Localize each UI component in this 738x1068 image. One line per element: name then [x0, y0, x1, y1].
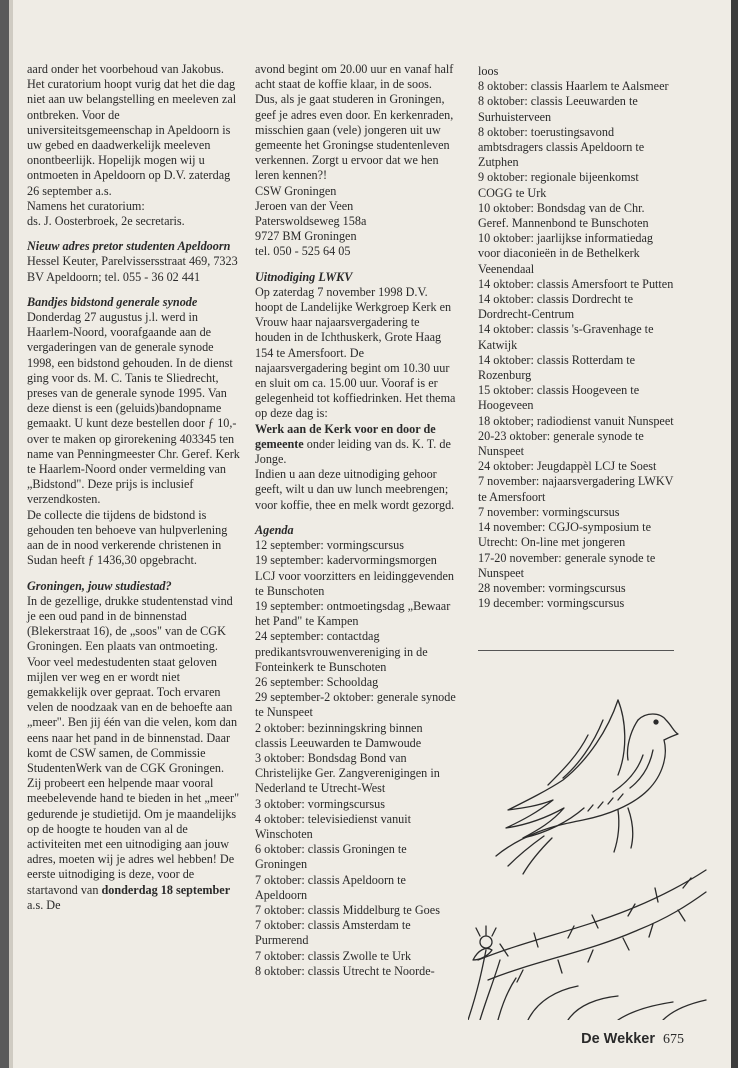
- agenda-item: 7 november: najaarsvergadering LWKV te Amersfoort: [478, 474, 674, 504]
- agenda-item: 7 november: vormingscursus: [478, 504, 620, 519]
- address-line: Paterswoldseweg 158a: [255, 214, 367, 229]
- agenda-item: 19 september: ontmoetingsdag „Bewaar het Pand" te Kampen: [255, 598, 451, 629]
- agenda-item: 15 oktober: classis Hoogeveen te Hoogeveen: [478, 383, 640, 413]
- paragraph: De collecte die tijdens de bidstond is gehouden ten behoeve van hulpverlening aan de in nood verkerende christenen in Sudan heeft ƒ 1436,30 opgebracht.: [27, 507, 228, 568]
- agenda-item: loos: [478, 64, 499, 78]
- agenda-item: 14 oktober: classis Rotterdam te Rozenburg: [478, 352, 636, 383]
- page-footer: [581, 1031, 684, 1048]
- address-line: Jeroen van der Veen: [255, 198, 354, 213]
- agenda-item: 14 oktober: classis Amersfoort te Putten: [478, 276, 674, 291]
- agenda-item: 24 september: contactdag predikantsvrouwenvereniging in de Fonteinkerk te Bunschoten: [255, 629, 428, 674]
- agenda-item: 28 november: vormingscursus: [478, 580, 626, 595]
- agenda-item: 4 oktober: televisiedienst vanuit Winschoten: [255, 811, 412, 841]
- paragraph: [27, 594, 241, 913]
- agenda-item: 8 oktober: classis Leeuwarden te Surhuisterveen: [478, 94, 638, 124]
- agenda-item: 14 oktober: classis Dordrecht te Dordrecht-Centrum: [478, 292, 634, 322]
- bold-theme: Werk aan de Kerk voor en door de gemeente: [255, 421, 436, 451]
- paragraph: aard onder het voorbehoud van Jakobus.: [27, 62, 224, 76]
- paragraph: Donderdag 27 augustus j.l. werd in Haarlem-Noord, voorafgaande aan de vergaderingen van de generale synode 1998, een bidstond gehouden. In de dienst ging voor ds. M. C. Tanis te Sliedrecht, preses van de generale synode 1995. Van deze dienst is een (geluids)bandopname gemaakt. U kunt deze bestellen door ƒ 10,- over te maken op girorekening 403345 ten name van Penningmeester Chr. Geref. Kerk te Haarlem-Noord onder vermelding van „Bidstond". Deze prijs is inclusief verzendkosten.: [27, 310, 240, 507]
- paragraph: Namens het curatorium:: [27, 198, 145, 213]
- paragraph: Hessel Keuter, Parelvissersstraat 469, 7323 BV Apeldoorn; tel. 055 - 36 02 441: [27, 254, 238, 284]
- agenda-item: 6 oktober: classis Groningen te Groningen: [255, 842, 407, 872]
- agenda-item: 8 oktober: classis Utrecht te Noorde-: [255, 963, 435, 978]
- agenda-item: 19 september: kadervormingsmorgen LCJ voor voorzitters en leidinggevenden te Bunschoten: [255, 553, 455, 598]
- dove-illustration: [468, 660, 708, 1020]
- paragraph: avond begint om 20.00 uur en vanaf half acht staat de koffie klaar, in de soos.: [255, 62, 454, 92]
- agenda-item: 3 oktober: Bondsdag Bond van Christelijke Ger. Zangverenigingen in Nederland te Utrecht-West: [255, 750, 440, 796]
- agenda-item: 14 november: CGJO-symposium te Utrecht: On-line met jongeren: [478, 520, 651, 550]
- agenda-item: 17-20 november: generale synode te Nunspeet: [478, 550, 656, 580]
- section-heading-agenda: Agenda: [255, 522, 294, 537]
- agenda-item: 2 oktober: bezinningskring binnen classis Leeuwarden te Damwoude: [255, 720, 423, 750]
- paragraph: Indien u aan deze uitnodiging gehoor geeft, wilt u dan uw lunch meebrengen; voor koffie, thee en melk wordt gezorgd.: [255, 467, 455, 512]
- paragraph: Op zaterdag 7 november 1998 D.V. hoopt de Landelijke Werkgroep Kerk en Vrouw haar najaarsvergadering te houden in de Ichthuskerk, Grote Haag 154 te Amersfoort. De najaarsvergadering begint om 10.30 uur en sluit om ca. 15.00 uur. Vooraf is er gelegenheid tot koffiedrinken. Het thema op deze dag is:: [255, 284, 456, 421]
- agenda-item: 3 oktober: vormingscursus: [255, 796, 385, 811]
- agenda-item: 18 oktober; radiodienst vanuit Nunspeet: [478, 413, 674, 428]
- binding-shadow: [9, 0, 13, 1068]
- magazine-name: De Wekker: [581, 1031, 655, 1047]
- paragraph: Dus, als je gaat studeren in Groningen, geef je adres even door. En kerkenraden, misschien gaan (vele) jongeren uit uw gemeente het Groningse studentenleven verkennen. Zorgt u ervoor dat we hen leren kennen?!: [255, 92, 454, 183]
- agenda-item: 8 oktober: classis Haarlem te Aalsmeer: [478, 79, 669, 94]
- agenda-item: 7 oktober: classis Middelburg te Goes: [255, 902, 440, 917]
- address-line: tel. 050 - 525 64 05: [255, 244, 351, 259]
- paragraph-text: In de gezellige, drukke studentenstad vind je een oud pand in de binnenstad (Blekerstraat 16), de „soos" van de CGK Groningen. Een plaats van ontmoeting. Voor veel medestudenten staat geloven mijlen ver weg en er wordt niet gemakkelijk over gepraat. Toch ervaren velen de noodzaak van en de behoefte aan „meer". Ben jij één van die velen, kom dan eens naar het pand in de binnenstad. Daar komt de CSW samen, de Commissie StudentenWerk van de CGK Groningen. Zij probeert een helpende maar vooral meebelevende hand te bieden in het „meer" gedurende je studietijd. Om je maandelijks op de hoogte te houden van al de activiteiten met een uitnodiging aan jouw adres, moeten wij je adres wel hebben! De eerste uitnodiging is deze, voor de startavond van: [27, 593, 240, 897]
- agenda-item: 24 oktober: Jeugdappèl LCJ te Soest: [478, 459, 657, 474]
- address-line: 9727 BM Groningen: [255, 229, 357, 244]
- address-line: CSW Groningen: [255, 183, 337, 198]
- page-right-edge: [731, 0, 738, 1068]
- paragraph: Het curatorium hoopt vurig dat het die dag niet aan uw belangstelling en meeleven zal ontbreken. Voor de universiteitsgemeenschap in Apeldoorn is uw gebed en daadwerkelijk meeleven onontbeerlijk. Hopelijk mogen wij u ontmoeten in Apeldoorn op D.V. zaterdag 26 september a.s.: [27, 77, 237, 198]
- page-number: 675: [663, 1032, 684, 1047]
- agenda-item: 10 oktober: jaarlijkse informatiedag voor diaconieën in de Bethelkerk Veenendaal: [478, 231, 653, 276]
- paragraph-tail: a.s. De: [27, 897, 61, 912]
- agenda-item: 7 oktober: classis Amsterdam te Purmerend: [255, 918, 411, 948]
- agenda-item: 26 september: Schooldag: [255, 674, 379, 689]
- agenda-item: 20-23 oktober: generale synode te Nunspeet: [478, 428, 644, 459]
- agenda-item: 14 oktober: classis 's-Gravenhage te Katwijk: [478, 322, 654, 352]
- column-1: [27, 62, 241, 913]
- agenda-item: 12 september: vormingscursus: [255, 538, 404, 553]
- section-heading-lwkv: Uitnodiging LWKV: [255, 269, 353, 284]
- column-3: [478, 64, 674, 611]
- section-heading-pretor: Nieuw adres pretor studenten Apeldoorn: [27, 239, 231, 254]
- agenda-item: 19 december: vormingscursus: [478, 596, 625, 611]
- section-heading-bandjes: Bandjes bidstond generale synode: [27, 294, 198, 309]
- paragraph: ds. J. Oosterbroek, 2e secretaris.: [27, 214, 185, 229]
- paragraph: [255, 422, 457, 468]
- bold-date: donderdag 18 september: [101, 882, 231, 897]
- agenda-item: 9 oktober: regionale bijeenkomst COGG te Urk: [478, 170, 639, 200]
- agenda-item: 29 september-2 oktober: generale synode te Nunspeet: [255, 690, 456, 720]
- agenda-item: 8 oktober: toerustingsavond ambtsdragers classis Apeldoorn te Zutphen: [478, 124, 645, 170]
- divider-rule: [478, 650, 674, 651]
- binding-edge: [0, 0, 9, 1068]
- paragraph-tail: onder leiding van ds. K. T. de Jonge.: [255, 436, 451, 467]
- agenda-item: 10 oktober: Bondsdag van de Chr. Geref. Mannenbond te Bunschoten: [478, 200, 649, 231]
- column-2: [255, 62, 457, 979]
- agenda-item: 7 oktober: classis Apeldoorn te Apeldoorn: [255, 872, 406, 902]
- section-heading-groningen: Groningen, jouw studiestad?: [27, 578, 172, 593]
- agenda-item: 7 oktober: classis Zwolle te Urk: [255, 948, 412, 963]
